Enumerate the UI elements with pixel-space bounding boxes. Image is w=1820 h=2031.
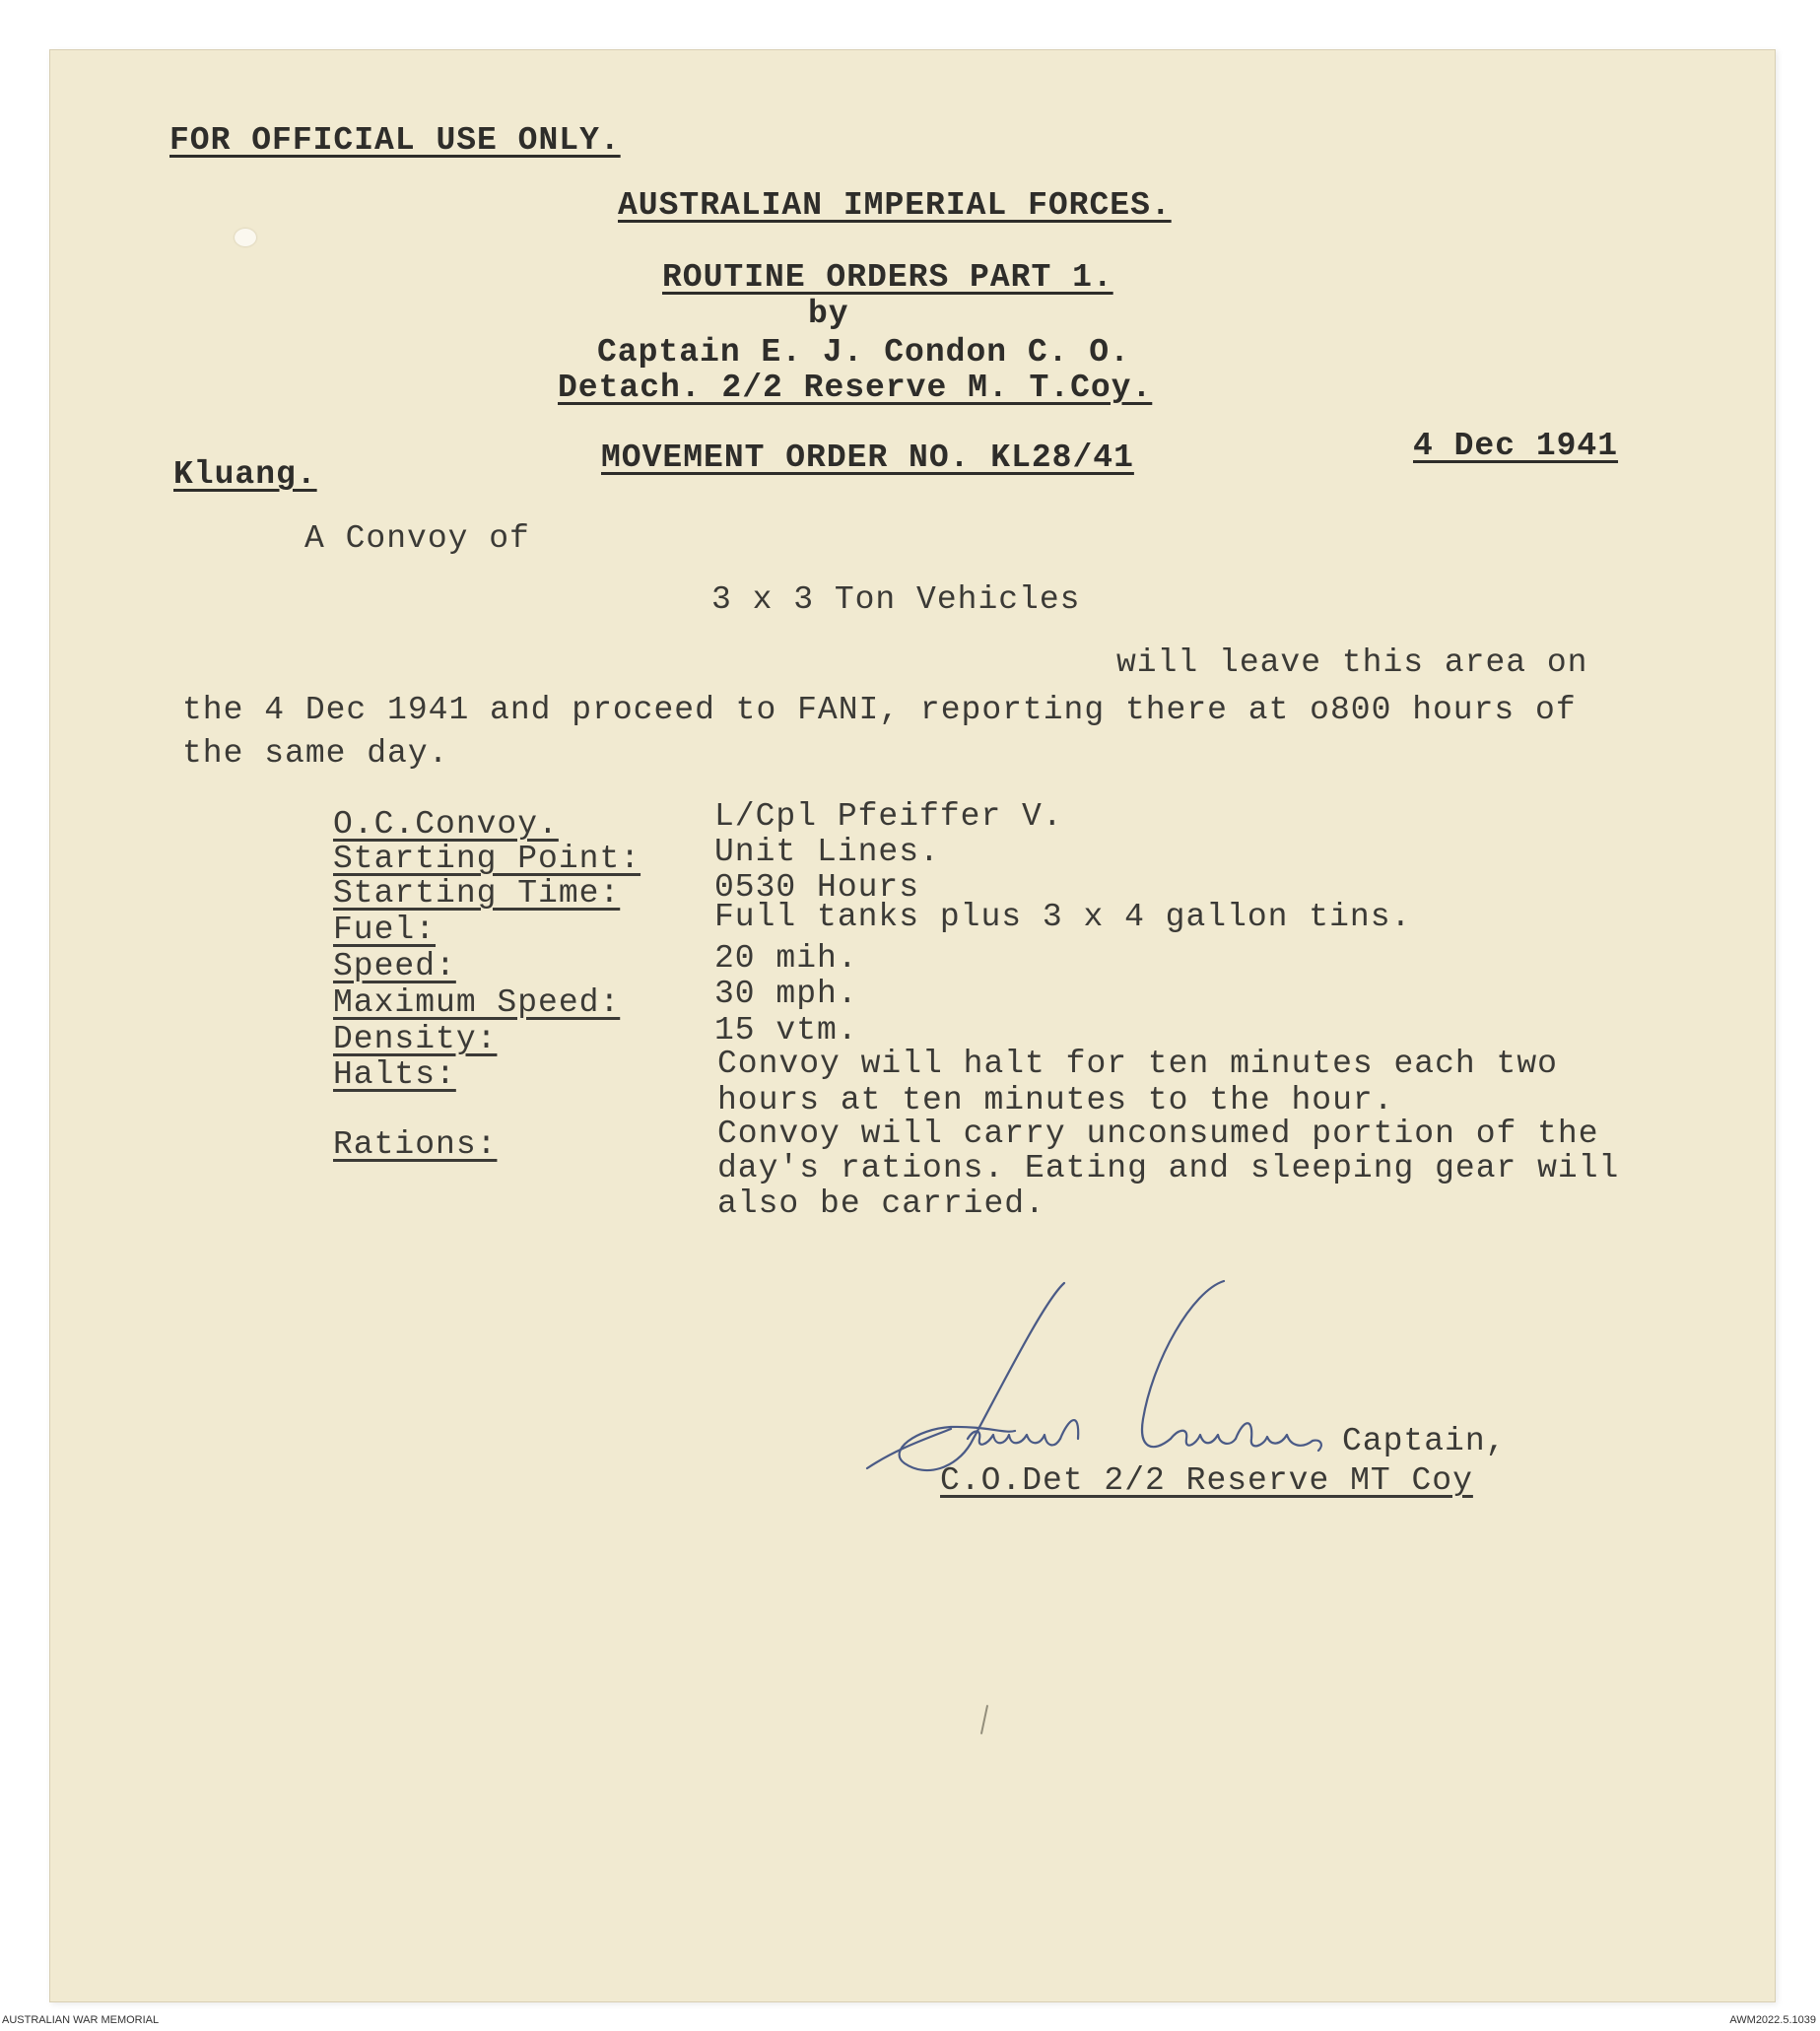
detail-value: hours at ten minutes to the hour. — [717, 1082, 1394, 1118]
detail-label: Maximum Speed: — [333, 984, 621, 1021]
detail-value: Full tanks plus 3 x 4 gallon tins. — [714, 899, 1412, 935]
detail-value: 15 vtm. — [714, 1012, 858, 1049]
detail-label: Rations: — [333, 1126, 498, 1163]
intro-line: A Convoy of — [304, 520, 530, 557]
signature-rank: Captain, — [1342, 1423, 1507, 1459]
detail-value: Convoy will carry unconsumed portion of the — [717, 1116, 1599, 1152]
detail-value: Convoy will halt for ten minutes each two — [717, 1046, 1558, 1082]
detail-value: day's rations. Eating and sleeping gear will — [717, 1150, 1620, 1186]
orders-title: ROUTINE ORDERS PART 1. — [662, 259, 1113, 296]
detail-label: Starting Time: — [333, 875, 621, 912]
movement-order-title: MOVEMENT ORDER NO. KL28/41 — [601, 440, 1134, 476]
detail-label: Speed: — [333, 948, 456, 984]
leave-line: will leave this area on — [1116, 644, 1588, 681]
unit-line: Detach. 2/2 Reserve M. T.Coy. — [558, 370, 1153, 406]
detail-value: 20 mih. — [714, 940, 858, 977]
detail-value: 0530 Hours — [714, 869, 920, 906]
footer-left: AUSTRALIAN WAR MEMORIAL — [2, 2014, 160, 2026]
order-date: 4 Dec 1941 — [1413, 428, 1619, 464]
body-line-3: the same day. — [182, 735, 449, 772]
signature-name — [867, 1419, 888, 1420]
detail-value: 30 mph. — [714, 976, 858, 1012]
punch-hole — [235, 229, 256, 246]
by-line: by — [808, 296, 849, 332]
detail-label: Fuel: — [333, 912, 437, 948]
vehicles-line: 3 x 3 Ton Vehicles — [711, 581, 1081, 618]
detail-value: L/Cpl Pfeiffer V. — [714, 798, 1063, 835]
issuer-line: Captain E. J. Condon C. O. — [597, 334, 1130, 371]
handwritten-signature — [857, 1271, 1350, 1488]
detail-label: O.C.Convoy. — [333, 806, 559, 843]
place-label: Kluang. — [173, 456, 317, 493]
detail-label: Starting Point: — [333, 841, 641, 877]
detail-label: Density: — [333, 1021, 498, 1057]
signature-title: C.O.Det 2/2 Reserve MT Coy — [940, 1462, 1473, 1499]
organization-heading: AUSTRALIAN IMPERIAL FORCES. — [618, 187, 1172, 224]
detail-value: Unit Lines. — [714, 834, 940, 870]
detail-value: also be carried. — [717, 1185, 1045, 1222]
detail-label: Halts: — [333, 1056, 456, 1093]
footer-right: AWM2022.5.1039 — [1729, 2014, 1816, 2026]
body-line-2: the 4 Dec 1941 and proceed to FANI, reporting there at o800 hours of — [182, 692, 1577, 728]
classification-heading: FOR OFFICIAL USE ONLY. — [169, 122, 621, 159]
